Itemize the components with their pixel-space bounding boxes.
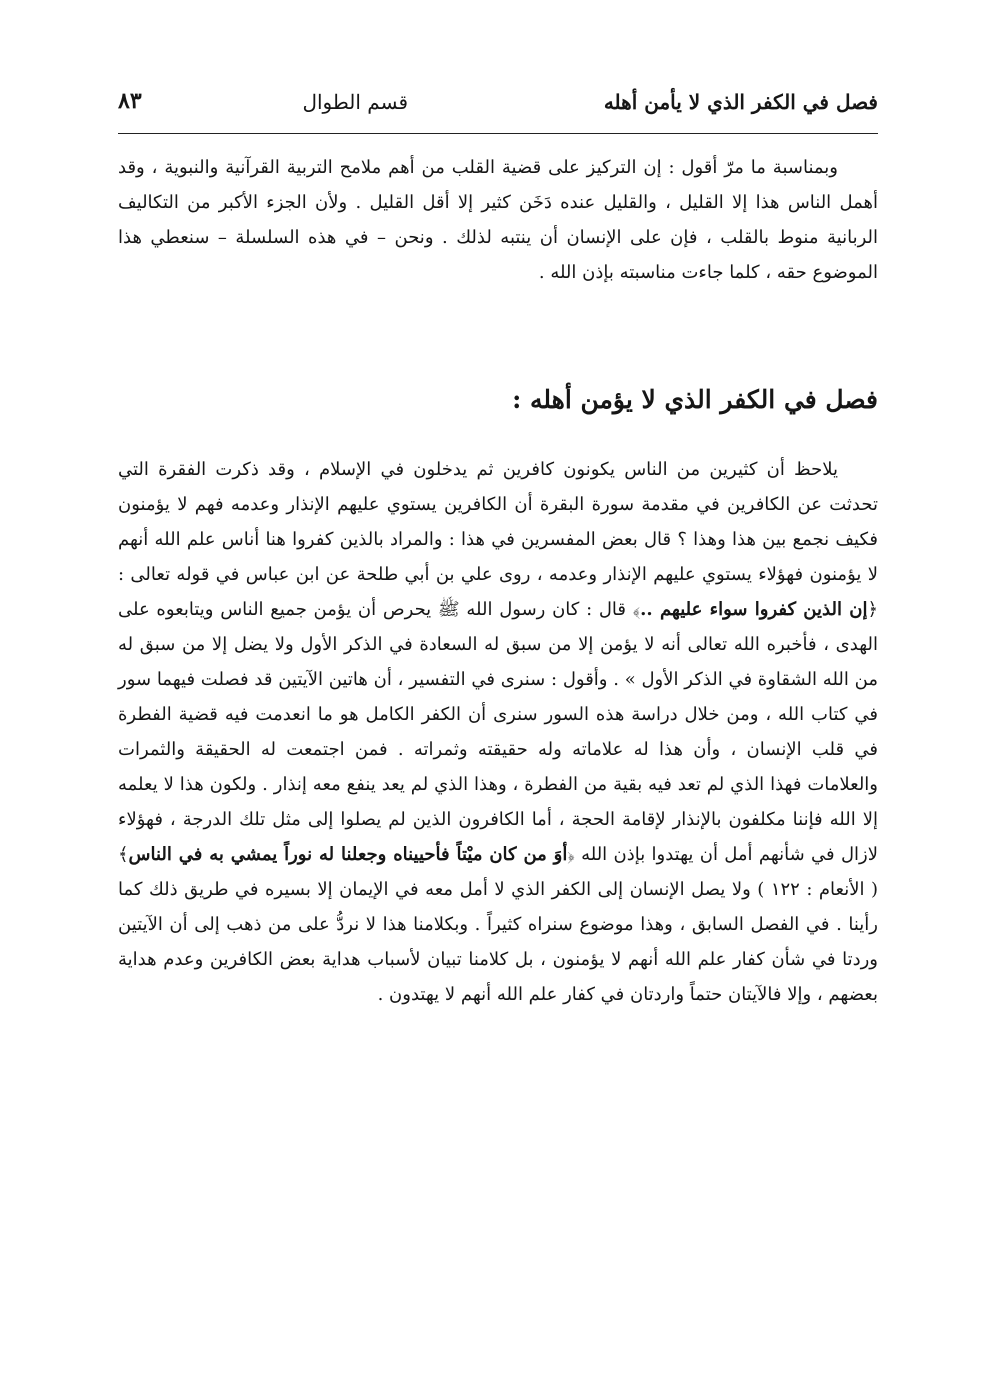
quran-quote-2: أوَ من كان ميْتاً فأحييناه وجعلنا له نوراً يمشي به في الناس bbox=[128, 844, 568, 865]
body-text-part-3: ﴾ ( الأنعام : ١٢٢ ) ولا يصل الإنسان إلى الكفر الذي لا أمل معه في الإيمان إلا بسيره في طريق ذلك كما رأينا . في الفصل السابق ، وهذا موضوع سنراه كثيراً . وبكلامنا هذا لا نردُّ على من ذهب إلى أن الآيتين وردتا في شأن كفار علم الله أنهم لا يؤمنون ، بل كلامنا تبيان لأسباب هداية بعض الكافرين وعدم هداية بعضهم ، وإلا فالآيتان حتماً واردتان في كفار علم الله أنهم لا يهتدون . bbox=[118, 844, 879, 1005]
body-text-part-2: ﴾ قال : كان رسول الله ﷺ يحرص أن يؤمن جميع الناس ويتابعوه على الهدى ، فأخبره الله تعالى أنه لا يؤمن إلا من سبق له السعادة في الذكر الأول ولا يضل إلا من سبق له من الله الشقاوة في الذكر الأول » . وأقول : سنرى في التفسير ، أن هاتين الآيتين قد فصلت فيهما سور في كتاب الله ، ومن خلال دراسة هذه السور سنرى أن الكفر الكامل هو ما انعدمت فيه قضية الفطرة في قلب الإنسان ، وأن هذا له علاماته وله حقيقته وثمراته . فمن اجتمعت له الحقيقة والثمرات والعلامات فهذا الذي لم تعد فيه بقية من الفطرة ، وهذا الذي لم يعد ينفع معه إنذار . ولكون هذا لا يعلمه إلا الله فإننا مكلفون بالإنذار لإقامة الحجة ، أما الكافرون الذين لم يصلوا إلى مثل تلك الدرجة ، فهؤلاء لازال في شأنهم أمل أن يهتدوا بإذن الله ﴿ bbox=[118, 599, 878, 865]
quran-quote-1: إن الذين كفروا سواء عليهم .. bbox=[640, 599, 868, 620]
header-divider bbox=[118, 133, 878, 134]
intro-paragraph: وبمناسبة ما مرّ أقول : إن التركيز على قضية القلب من أهم ملامح التربية القرآنية والنبوية ، وقد أهمل الناس هذا إلا القليل ، والقليل عنده دَخَن كثير إلا أقل القليل . ولأن الجزء الأكبر من التكاليف الربانية منوط بالقلب ، فإن على الإنسان أن ينتبه لذلك . ونحن – في هذه السلسلة – سنعطي هذا الموضوع حقه ، كلما جاءت مناسبته بإذن الله . bbox=[118, 157, 878, 283]
body-paragraph bbox=[118, 452, 878, 1012]
header-section-name: قسم الطوال bbox=[302, 90, 408, 114]
page-number: ٨٣ bbox=[118, 88, 142, 114]
section-title: فصل في الكفر الذي لا يؤمن أهله : bbox=[512, 385, 878, 414]
running-header bbox=[118, 88, 878, 122]
header-chapter-title: فصل في الكفر الذي لا يأمن أهله bbox=[603, 90, 878, 114]
body-text-part-1: يلاحظ أن كثيرين من الناس يكونون كافرين ثم يدخلون في الإسلام ، وقد ذكرت الفقرة التي تحدثت عن الكافرين في مقدمة سورة البقرة أن الكافرين يستوي عليهم الإنذار وعدمه فهم لا يؤمنون فكيف نجمع بين هذا وهذا ؟ قال بعض المفسرين في هذا : والمراد بالذين كفروا هنا أناس علم الله أنهم لا يؤمنون فهؤلاء يستوي عليهم الإنذار وعدمه ، روى علي بن أبي طلحة عن ابن عباس في قوله تعالى : ﴿ bbox=[118, 459, 878, 620]
